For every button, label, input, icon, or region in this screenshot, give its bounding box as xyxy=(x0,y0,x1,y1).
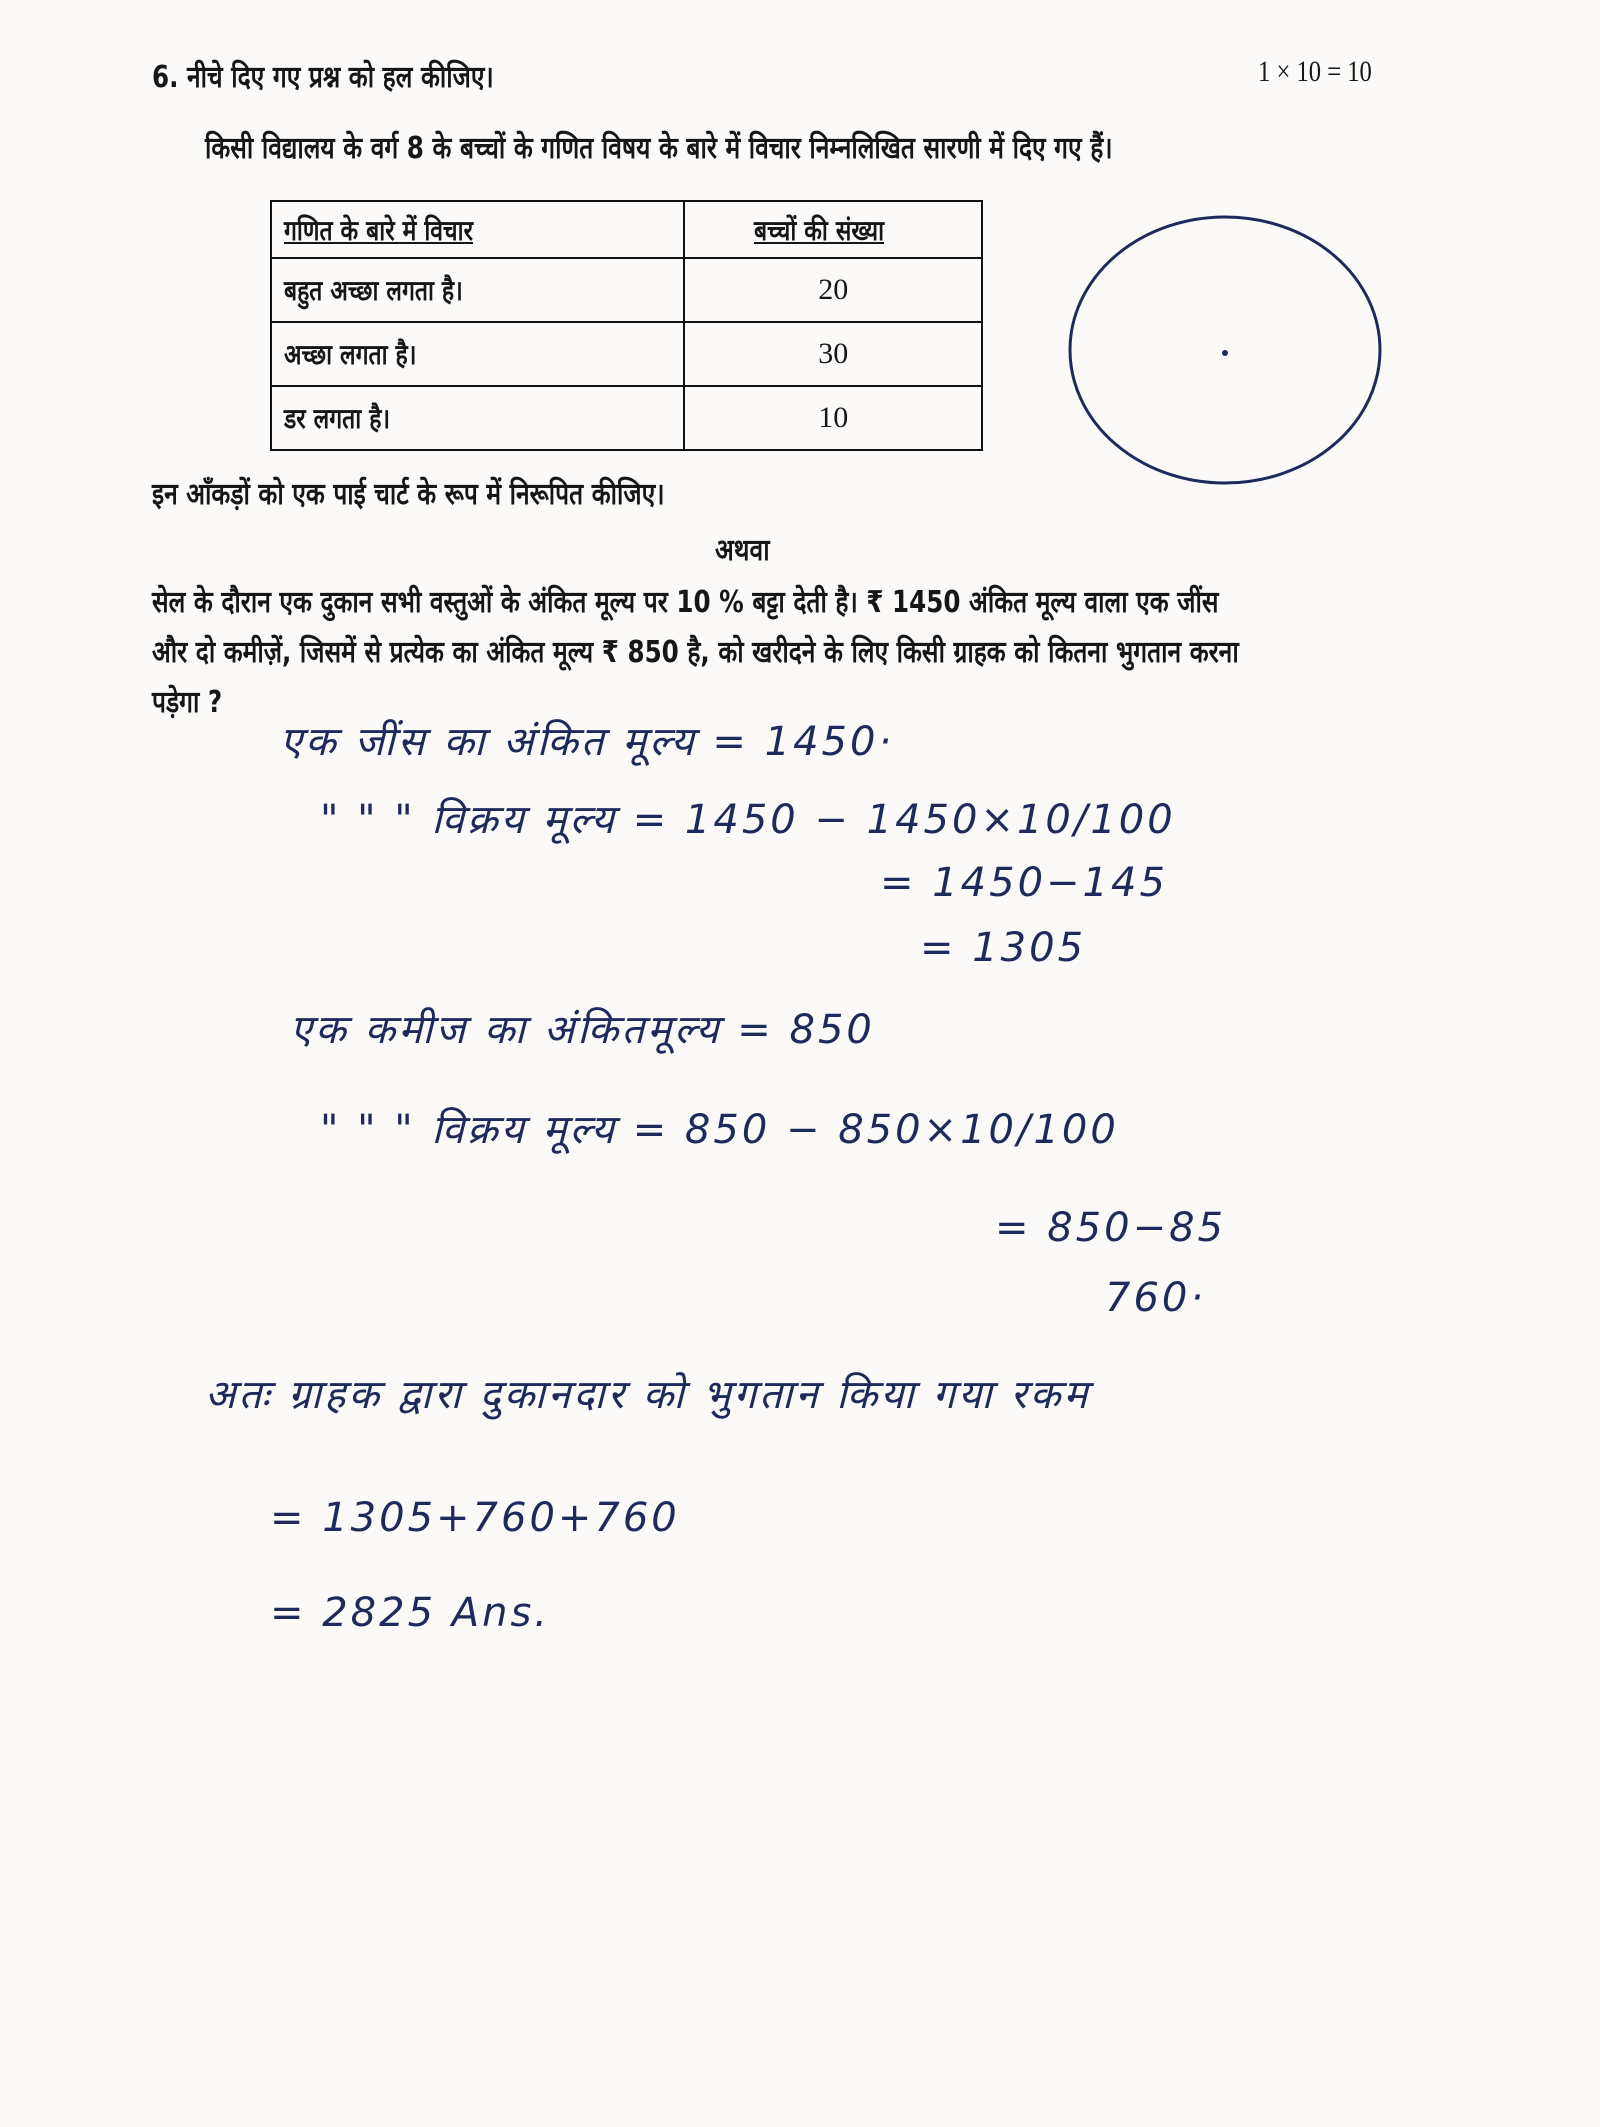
alt-question-line: और दो कमीज़ें, जिसमें से प्रत्येक का अंकित मूल्य ₹ 850 है, को खरीदने के लिए किसी ग्राहक को कितना भुगतान करना xyxy=(152,635,1239,670)
question-intro: किसी विद्यालय के वर्ग 8 के बच्चों के गणित विषय के बारे में विचार निम्नलिखित सारणी में दिए गए हैं। xyxy=(205,131,1113,166)
count-cell: 30 xyxy=(684,322,982,386)
opinion-cell: डर लगता है। xyxy=(271,386,684,450)
header-opinion: गणित के बारे में विचार xyxy=(271,201,684,258)
answer-line: अतः ग्राहक द्वारा दुकानदार को भुगतान किया गया रकम xyxy=(205,1372,1091,1418)
answer-line: 760· xyxy=(1105,1275,1207,1321)
table-row xyxy=(271,258,982,322)
answer-line: एक जींस का अंकित मूल्य = 1450· xyxy=(280,719,895,765)
question-title: 6. नीचे दिए गए प्रश्न को हल कीजिए। xyxy=(152,60,494,95)
answer-line: = 1305+760+760 xyxy=(270,1495,680,1541)
marks-label: 1 × 10 = 10 xyxy=(1258,55,1372,88)
count-cell: 20 xyxy=(684,258,982,322)
circle-center-dot xyxy=(1222,350,1228,356)
opinion-cell: बहुत अच्छा लगता है। xyxy=(271,258,684,322)
table-header-row xyxy=(271,201,982,258)
table-row xyxy=(271,386,982,450)
answer-line: " " " विक्रय मूल्य = 1450 − 1450×10/100 xyxy=(320,797,1176,843)
count-cell: 10 xyxy=(684,386,982,450)
header-count: बच्चों की संख्या xyxy=(684,201,982,258)
hand-drawn-circle xyxy=(1060,205,1390,495)
opinion-table xyxy=(270,200,983,451)
opinion-cell: अच्छा लगता है। xyxy=(271,322,684,386)
alt-question-line: सेल के दौरान एक दुकान सभी वस्तुओं के अंकित मूल्य पर 10 % बट्टा देती है। ₹ 1450 अंकित मूल्य वाला एक जींस xyxy=(152,585,1219,620)
or-label: अथवा xyxy=(715,533,770,568)
answer-line: = 1450−145 xyxy=(880,860,1168,906)
alt-question-line: पड़ेगा ? xyxy=(152,685,223,720)
answer-line: = 2825 Ans. xyxy=(270,1590,551,1636)
answer-line: = 1305 xyxy=(920,925,1087,971)
answer-line: = 850−85 xyxy=(995,1205,1226,1251)
pie-chart-instruction: इन आँकड़ों को एक पाई चार्ट के रूप में निरूपित कीजिए। xyxy=(152,477,665,512)
answer-line: " " " विक्रय मूल्य = 850 − 850×10/100 xyxy=(320,1107,1119,1153)
answer-line: एक कमीज का अंकितमूल्य = 850 xyxy=(290,1007,875,1053)
table-row xyxy=(271,322,982,386)
